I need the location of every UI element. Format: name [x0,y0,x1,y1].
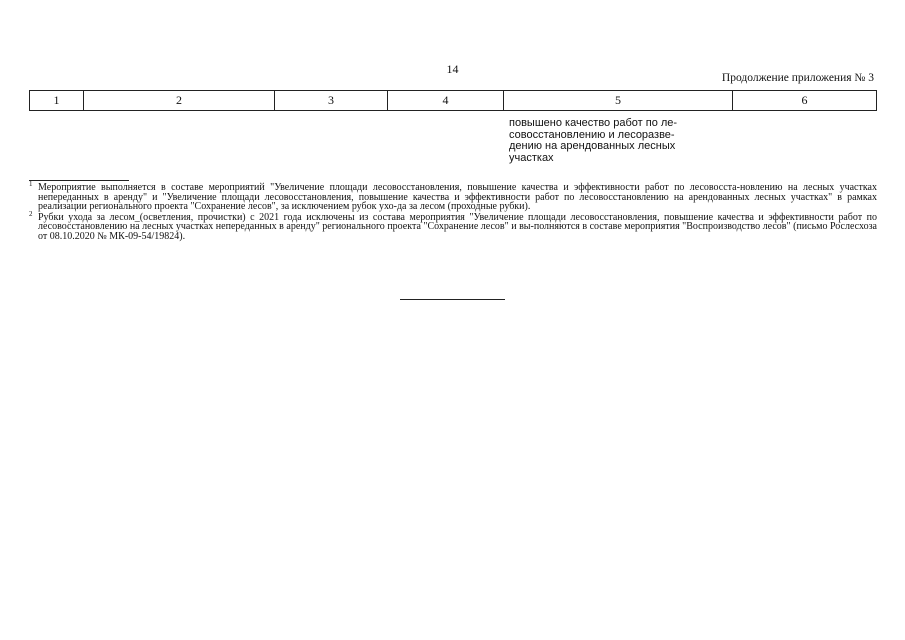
footnote-mark: 1 [29,180,33,188]
footnote-mark: 2 [29,209,33,218]
footnote-separator [29,180,129,181]
footnote-2 [29,209,877,242]
footnote-1 [29,180,877,213]
column5-cell-text: повышено качество работ по ле- совосстановлению и лесоразве- дению на арендованных лесных участках [509,117,678,164]
footnote-text: Рубки ухода за лесом_(осветления, прочистки) с 2021 года исключены из состава мероприятия "Увеличение площади лесовосстановления, повышение качества и эффективности работ по лесовосстановлению на лесных участках непереданных в аренду" регионального проекта "Сохранение лесов" и вы-полняются в составе мероприятия "Воспроизводство лесов" (письмо Рослесхоза от 08.10.2020 № МК-09-54/19824). [38,211,877,242]
column-number-table [29,90,877,111]
column-header-3: 3 [275,91,388,111]
column-header-4: 4 [388,91,504,111]
end-of-section-rule [400,299,505,300]
footnote-text: Мероприятие выполняется в составе мероприятий "Увеличение площади лесовосстановления, повышение качества и эффективности работ по лесовосста-новлению на лесных участках непереданных в аренду" и "Увеличение площади лесовосстановления, повышение качества и эффективности работ по лесовосстановлению на арендованных лесных участках" в рамках реализации регионального проекта "Сохранение лесов", за исключением рубок ухо-да за лесом (проходные рубки). [38,182,877,213]
column-header-1: 1 [30,91,84,111]
column-header-2: 2 [84,91,275,111]
page-number: 14 [446,62,459,76]
footnotes [29,180,877,243]
column-header-5: 5 [504,91,733,111]
table-row [30,91,877,111]
continuation-label: Продолжение приложения № 3 [721,72,874,84]
column-header-6: 6 [733,91,877,111]
